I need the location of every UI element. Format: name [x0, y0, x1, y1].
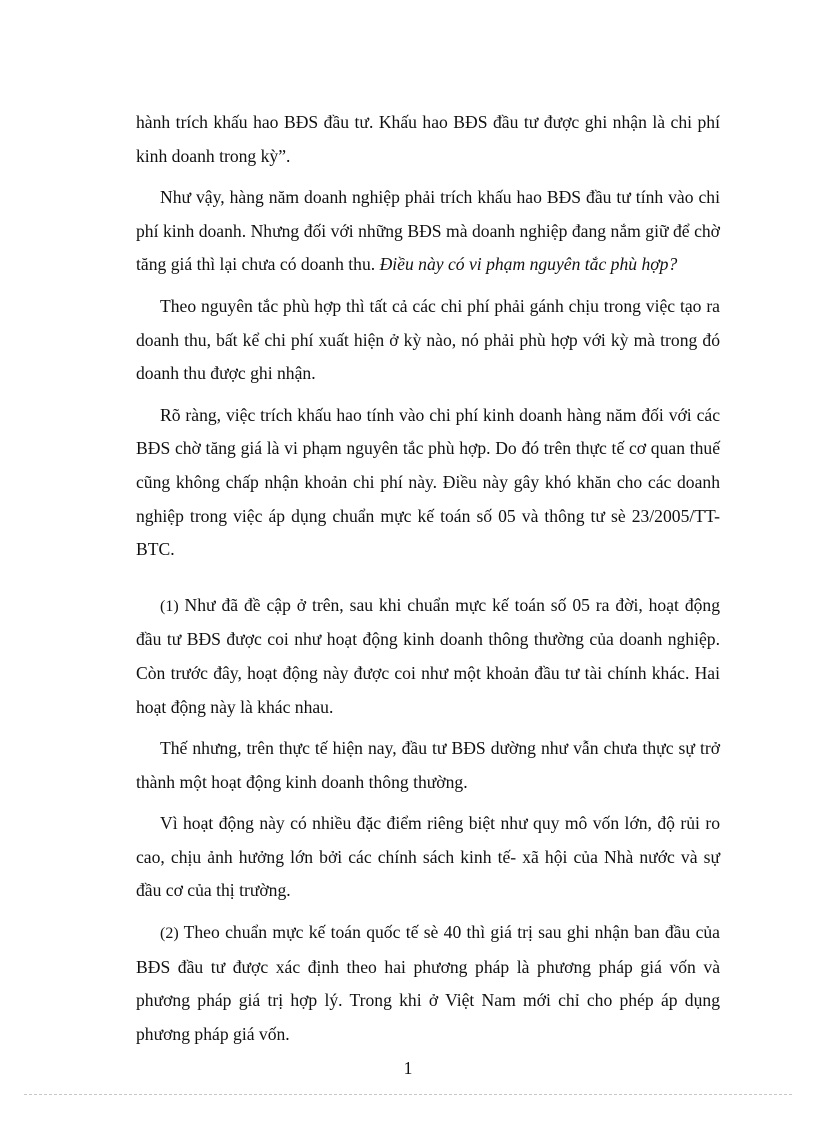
paragraph-text: Như đã đề cập ở trên, sau khi chuẩn mực kế toán số 05 ra đời, hoạt động đầu tư BĐS được coi như hoạt động kinh doanh thông thường của doanh nghiệp. Còn trước đây, hoạt động này được coi như một khoản đầu tư tài chính khác. Hai hoạt động này là khác nhau. — [136, 594, 720, 717]
paragraph-violation — [136, 399, 720, 567]
body-text — [136, 106, 720, 1051]
italic-question: Điều này có vi phạm nguyên tắc phù hợp? — [379, 254, 678, 275]
paragraph-current-practice — [136, 732, 720, 799]
paragraph-text: hành trích khấu hao BĐS đầu tư. Khấu hao BĐS đầu tư được ghi nhận là chi phí kinh doanh trong kỳ”. — [136, 112, 720, 166]
paragraph-matching-principle — [136, 290, 720, 391]
paragraph-number: (2) — [160, 925, 179, 943]
paragraph-numbered-2 — [136, 916, 720, 1051]
paragraph-text: Rõ ràng, việc trích khấu hao tính vào chi phí kinh doanh hàng năm đối với các BĐS chờ tăng giá là vi phạm nguyên tắc phù hợp. Do đó trên thực tế cơ quan thuế cũng không chấp nhận khoản chi phí này. Điều này gây khó khăn cho các doanh nghiệp trong việc áp dụng chuẩn mực kế toán số 05 và thông tư sè 23/2005/TT-BTC. — [136, 404, 720, 560]
paragraph-text: Thế nhưng, trên thực tế hiện nay, đầu tư BĐS dường như vẫn chưa thực sự trở thành một hoạt động kinh doanh thông thường. — [136, 738, 720, 792]
paragraph-number: (1) — [160, 597, 179, 615]
paragraph-text: Vì hoạt động này có nhiều đặc điểm riêng biệt như quy mô vốn lớn, độ rủi ro cao, chịu ảnh hưởng lớn bởi các chính sách kinh tế- xã hội của Nhà nước và sự đầu cơ của thị trường. — [136, 813, 720, 901]
paragraph-continuation — [136, 106, 720, 173]
paragraph-numbered-1 — [136, 589, 720, 724]
paragraph-text: Như vậy, hàng năm doanh nghiệp phải trích khấu hao BĐS đầu tư tính vào chi phí kinh doanh. Nhưng đối với những BĐS mà doanh nghiệp đang nắm giữ để chờ tăng giá thì lại chưa có doanh thu. — [136, 187, 720, 275]
paragraph-depreciation — [136, 181, 720, 282]
paragraph-text: Theo chuẩn mực kế toán quốc tế sè 40 thì giá trị sau ghi nhận ban đầu của BĐS đầu tư được xác định theo hai phương pháp là phương pháp giá vốn và phương pháp giá trị hợp lý. Trong khi ở Việt Nam mới chỉ cho phép áp dụng phương pháp giá vốn. — [136, 922, 720, 1044]
page-number: 1 — [403, 1058, 413, 1078]
page-bottom-divider — [24, 1094, 792, 1095]
paragraph-characteristics — [136, 807, 720, 908]
paragraph-text: Theo nguyên tắc phù hợp thì tất cả các chi phí phải gánh chịu trong việc tạo ra doanh thu, bất kể chi phí xuất hiện ở kỳ nào, nó phải phù hợp với kỳ mà trong đó doanh thu được ghi nhận. — [136, 295, 720, 384]
